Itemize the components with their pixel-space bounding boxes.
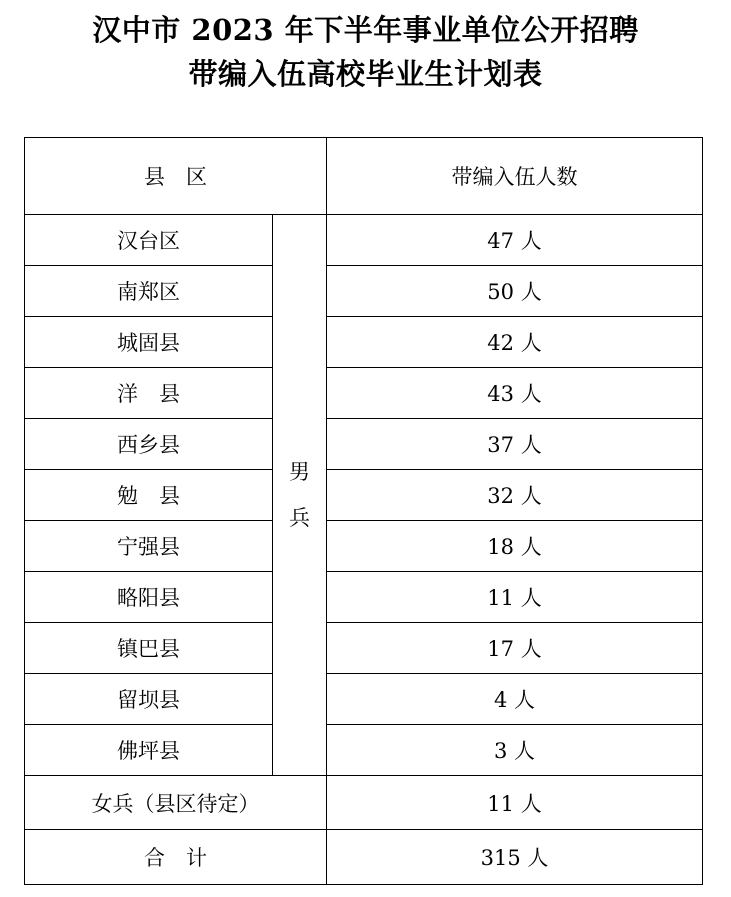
table-row [25, 674, 703, 725]
table-row [25, 623, 703, 674]
total-row [25, 830, 703, 885]
female-soldier-label: 女兵（县区待定） [25, 776, 327, 830]
table-row [25, 521, 703, 572]
header-county: 县 区 [25, 138, 327, 215]
male-char: 男 [289, 460, 310, 484]
table-row [25, 317, 703, 368]
county-cell: 宁强县 [25, 521, 273, 572]
county-cell: 南郑区 [25, 266, 273, 317]
table-row [25, 725, 703, 776]
page-title-line-2: 带编入伍高校毕业生计划表 [188, 57, 543, 91]
table-row [25, 470, 703, 521]
table-row [25, 215, 703, 266]
county-cell: 留坝县 [25, 674, 273, 725]
count-cell: 50 人 [327, 266, 703, 317]
total-count: 315 人 [327, 830, 703, 885]
male-soldier-group-cell [273, 215, 327, 776]
count-cell: 42 人 [327, 317, 703, 368]
county-cell: 镇巴县 [25, 623, 273, 674]
female-soldier-row [25, 776, 703, 830]
county-cell: 略阳县 [25, 572, 273, 623]
table-row [25, 266, 703, 317]
count-cell: 32 人 [327, 470, 703, 521]
count-cell: 47 人 [327, 215, 703, 266]
county-cell: 汉台区 [25, 215, 273, 266]
count-cell: 3 人 [327, 725, 703, 776]
recruitment-plan-table [24, 137, 703, 885]
count-cell: 37 人 [327, 419, 703, 470]
county-cell: 城固县 [25, 317, 273, 368]
table-row [25, 419, 703, 470]
header-count: 带编入伍人数 [327, 138, 703, 215]
county-cell: 勉 县 [25, 470, 273, 521]
table-row [25, 368, 703, 419]
county-cell: 佛坪县 [25, 725, 273, 776]
count-cell: 18 人 [327, 521, 703, 572]
table-header-row [25, 138, 703, 215]
table-row [25, 572, 703, 623]
county-cell: 西乡县 [25, 419, 273, 470]
soldier-char: 兵 [289, 506, 310, 530]
count-cell: 43 人 [327, 368, 703, 419]
count-cell: 17 人 [327, 623, 703, 674]
page-title-line-1: 汉中市 2023 年下半年事业单位公开招聘 [92, 13, 639, 47]
count-cell: 11 人 [327, 572, 703, 623]
count-cell: 4 人 [327, 674, 703, 725]
female-soldier-count: 11 人 [327, 776, 703, 830]
total-label: 合 计 [25, 830, 327, 885]
county-cell: 洋 县 [25, 368, 273, 419]
